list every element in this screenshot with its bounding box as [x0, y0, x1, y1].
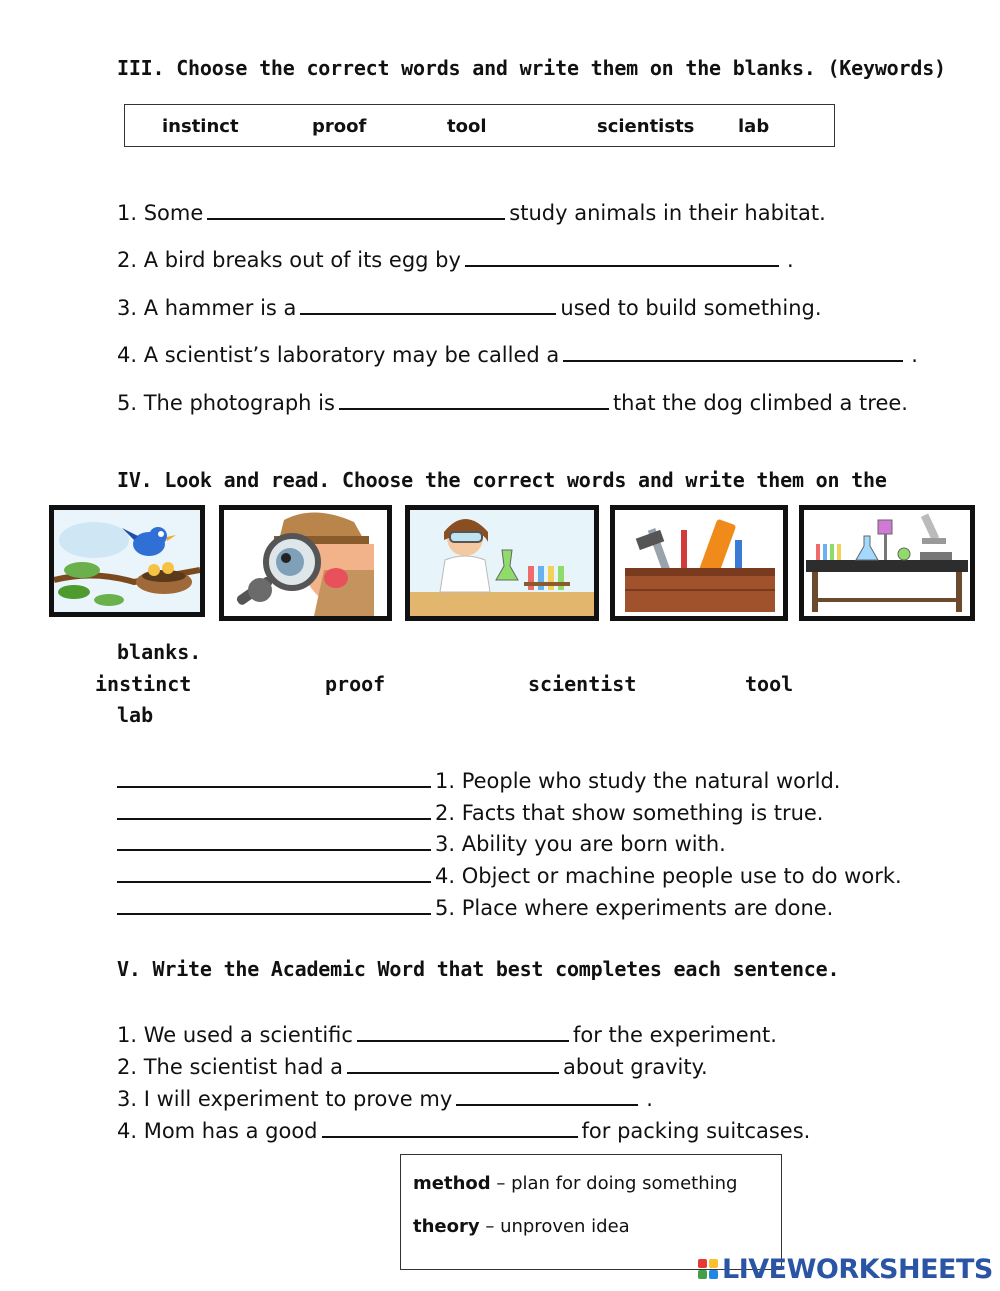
- glossary-entry-method: [413, 1173, 737, 1194]
- section-4-heading: IV. Look and read. Choose the correct words and write them on the: [117, 468, 887, 492]
- answer-blank[interactable]: [465, 245, 779, 267]
- bird-nest-picture: [49, 505, 205, 617]
- definition-text: 4. Object or machine people use to do work.: [435, 864, 902, 888]
- definition-text: 1. People who study the natural world.: [435, 769, 841, 793]
- item-text-after: used to build something.: [560, 296, 822, 320]
- answer-blank[interactable]: [357, 1020, 569, 1042]
- item-text-after: about gravity.: [562, 1055, 708, 1079]
- section-4-heading-continued: blanks.: [117, 640, 202, 664]
- section-3-item-1: [117, 198, 826, 225]
- item-text-before: 5. The photograph is: [117, 391, 335, 415]
- section-3-item-5: [117, 388, 908, 415]
- answer-blank[interactable]: [563, 340, 903, 362]
- liveworksheets-logo: [698, 1252, 993, 1286]
- detective-magnifier-icon: [224, 510, 387, 616]
- section-3-item-3: [117, 293, 822, 320]
- answer-blank[interactable]: [300, 293, 556, 315]
- word-bank-item: scientists: [597, 116, 695, 137]
- answer-blank[interactable]: [117, 766, 431, 788]
- section-4-definition-4: [117, 861, 902, 888]
- answer-blank[interactable]: [339, 388, 609, 410]
- item-text-before: 3. I will experiment to prove my: [117, 1087, 453, 1111]
- item-text-before: 4. A scientist’s laboratory may be called a: [117, 343, 560, 367]
- lab-bench-icon: [804, 510, 970, 616]
- item-text-after: .: [911, 343, 918, 367]
- item-text-before: 1. Some: [117, 201, 204, 225]
- definition-text: 3. Ability you are born with.: [435, 832, 726, 856]
- glossary-meaning: – plan for doing something: [496, 1173, 738, 1194]
- section-3-item-2: [117, 245, 794, 272]
- section-4-word-bank-item: proof: [325, 672, 386, 696]
- toolbox-icon: [615, 510, 783, 616]
- bird-nest-icon: [54, 510, 200, 612]
- section-3-item-4: [117, 340, 918, 367]
- answer-blank[interactable]: [347, 1052, 559, 1074]
- glossary-entry-theory: [413, 1216, 630, 1237]
- item-text-after: for the experiment.: [572, 1023, 777, 1047]
- item-text-after: .: [786, 248, 794, 272]
- item-text-before: 4. Mom has a good: [117, 1119, 318, 1143]
- section-4-definition-2: [117, 798, 823, 825]
- answer-blank[interactable]: [456, 1084, 638, 1106]
- section-4-definition-3: [117, 829, 726, 856]
- glossary-meaning: – unproven idea: [485, 1216, 630, 1237]
- answer-blank[interactable]: [117, 893, 431, 915]
- scientist-picture: [405, 505, 599, 621]
- answer-blank[interactable]: [117, 861, 431, 883]
- logo-blocks-icon: [698, 1259, 718, 1279]
- item-text-before: 2. The scientist had a: [117, 1055, 343, 1079]
- lab-bench-picture: [799, 505, 975, 621]
- glossary-term: method: [413, 1173, 491, 1194]
- section-4-definition-1: [117, 766, 840, 793]
- answer-blank[interactable]: [322, 1116, 578, 1138]
- section-5-item-3: [117, 1084, 653, 1111]
- section-4-definition-5: [117, 893, 833, 920]
- toolbox-picture: [610, 505, 788, 621]
- item-text-after: .: [646, 1087, 653, 1111]
- definition-text: 2. Facts that show something is true.: [435, 801, 824, 825]
- definition-text: 5. Place where experiments are done.: [435, 896, 834, 920]
- answer-blank[interactable]: [117, 798, 431, 820]
- glossary-term: theory: [413, 1216, 480, 1237]
- section-4-word-bank-item: instinct: [95, 672, 192, 696]
- answer-blank[interactable]: [117, 829, 431, 851]
- answer-blank[interactable]: [207, 198, 505, 220]
- item-text-before: 3. A hammer is a: [117, 296, 297, 320]
- section-5-heading: V. Write the Academic Word that best completes each sentence.: [117, 957, 840, 981]
- item-text-after: study animals in their habitat.: [509, 201, 826, 225]
- detective-picture: [219, 505, 392, 621]
- section-3-word-bank: [124, 104, 835, 147]
- section-4-word-bank-item: lab: [117, 703, 154, 727]
- word-bank-item: proof: [312, 116, 367, 137]
- brand-name: LIVEWORKSHEETS: [722, 1253, 993, 1285]
- item-text-before: 2. A bird breaks out of its egg by: [117, 248, 461, 272]
- word-bank-item: lab: [738, 116, 770, 137]
- section-4-word-bank-item: tool: [745, 672, 794, 696]
- section-5-item-2: [117, 1052, 708, 1079]
- word-bank-item: instinct: [162, 116, 239, 137]
- section-4-word-bank-item: scientist: [528, 672, 637, 696]
- section-5-item-1: [117, 1020, 777, 1047]
- item-text-before: 1. We used a scientific: [117, 1023, 353, 1047]
- section-5-item-4: [117, 1116, 810, 1143]
- scientist-lab-icon: [410, 510, 594, 616]
- item-text-after: that the dog climbed a tree.: [612, 391, 908, 415]
- word-bank-item: tool: [447, 116, 487, 137]
- item-text-after: for packing suitcases.: [581, 1119, 811, 1143]
- section-3-heading: III. Choose the correct words and write them on the blanks. (Keywords): [117, 56, 946, 80]
